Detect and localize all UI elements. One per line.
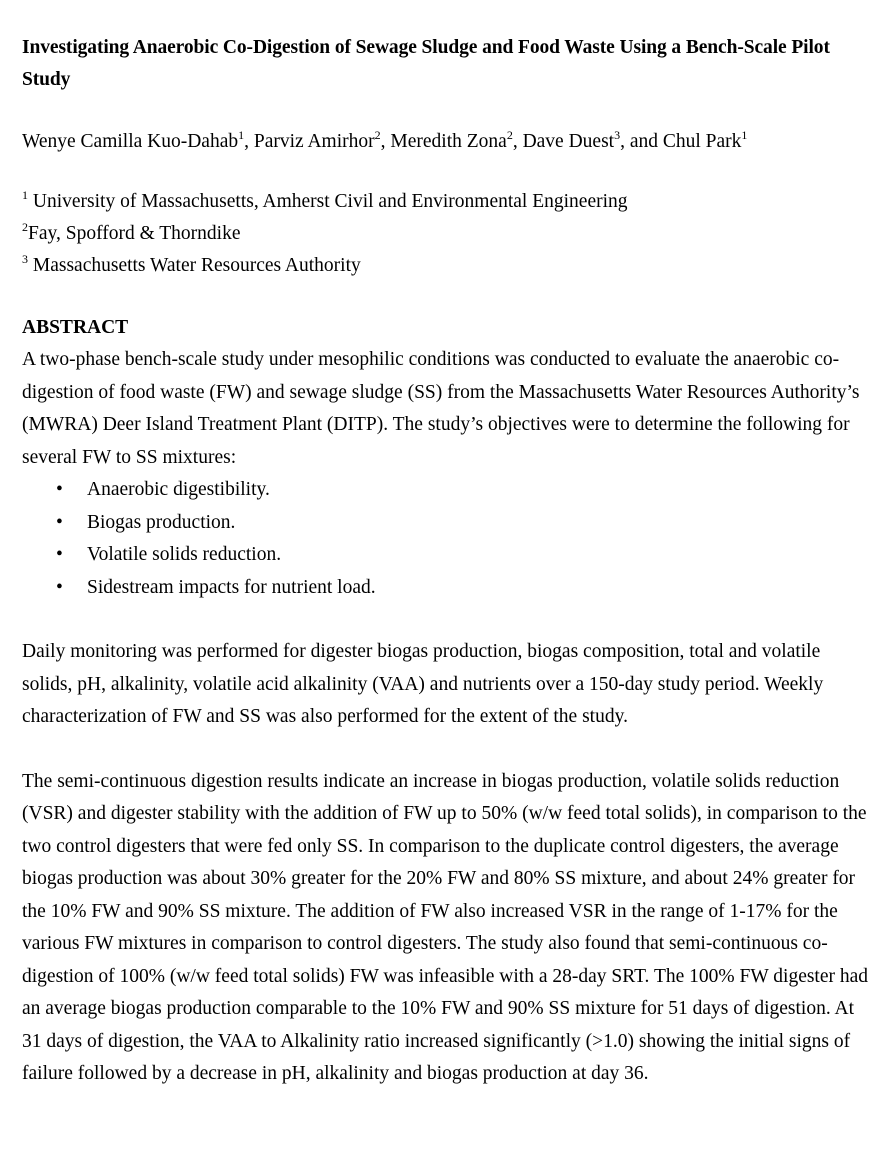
author: Chul Park$^1$ <box>662 127 748 152</box>
paper-title: Investigating Anaerobic Co-Digestion of Sewage Sludge and Food Waste Using a Bench-Scale Pilot Study <box>22 37 830 90</box>
author: Meredith Zona$^2$, <box>390 127 523 152</box>
bullet-icon: • <box>56 511 63 533</box>
author-affil-marker: 3 <box>614 127 621 142</box>
affiliation-list <box>22 186 869 282</box>
author-affil-marker: 1 <box>238 127 245 142</box>
list-item: • Sidestream impacts for nutrient load. <box>22 572 869 605</box>
objectives-list <box>22 474 869 604</box>
bullet-icon: • <box>56 576 63 598</box>
bullet-icon: • <box>56 544 63 565</box>
monitoring-paragraph: Daily monitoring was performed for digester biogas production, biogas composition, total and volatile solids, pH, alkalinity, volatile acid alkalinity (VAA) and nutrients over a 150-day study period. Weekly characterization of FW and SS was also performed for the extent of the study. <box>22 641 824 727</box>
list-item: • Biogas production. <box>22 507 869 540</box>
author: Parviz Amirhor$^2$, <box>253 127 391 152</box>
affiliation: $^3$ Massachusetts Water Resources Authority <box>22 251 361 276</box>
list-item: • Volatile solids reduction. <box>22 539 869 572</box>
author: Wenye Camilla Kuo-Dahab$^1$, <box>22 127 254 152</box>
author-list <box>22 126 869 158</box>
author-affil-marker: 1 <box>741 127 748 142</box>
bullet-icon: • <box>56 479 63 500</box>
affiliation: $^2$Fay, Spofford & Thorndike <box>22 219 241 244</box>
abstract-intro-paragraph: A two-phase bench-scale study under mesophilic conditions was conducted to evaluate the anaerobic co-digestion of food waste (FW) and sewage sludge (SS) from the Massachusetts Water Resources Authority’s (MWRA) Deer Island Treatment Plant (DITP). The study’s objectives were to determine the following for several FW to SS mixtures: <box>22 349 860 468</box>
list-item: • Anaerobic digestibility. <box>22 474 869 507</box>
results-paragraph: The semi-continuous digestion results indicate an increase in biogas production, volatile solids reduction (VSR) and digester stability with the addition of FW up to 50% (w/w feed total solids), in comparison to the two control digesters that were fed only SS. In comparison to the duplicate control digesters, the average biogas production was about 30% greater for the 20% FW and 80% SS mixture, and about 24% greater for the 10% FW and 90% SS mixture. The addition of FW also increased VSR in the range of 1-17% for the various FW mixtures in comparison to control digesters. The study also found that semi-continuous co-digestion of 100% (w/w feed total solids) FW was infeasible with a 28-day SRT. The 100% FW digester had an average biogas production comparable to the 10% FW and 90% SS mixture for 51 days of digestion. At 31 days of digestion, the VAA to Alkalinity ratio increased significantly (>1.0) showing the initial signs of failure followed by a decrease in pH, alkalinity and biogas production at day 36. <box>22 770 869 1084</box>
affiliation: $^1$ University of Massachusetts, Amherst Civil and Environmental Engineering <box>22 187 628 212</box>
author-affil-marker: 2 <box>374 127 381 142</box>
author: Dave Duest$^3$, and <box>522 127 663 152</box>
abstract-heading: ABSTRACT <box>22 317 129 338</box>
author-affil-marker: 2 <box>506 127 513 142</box>
